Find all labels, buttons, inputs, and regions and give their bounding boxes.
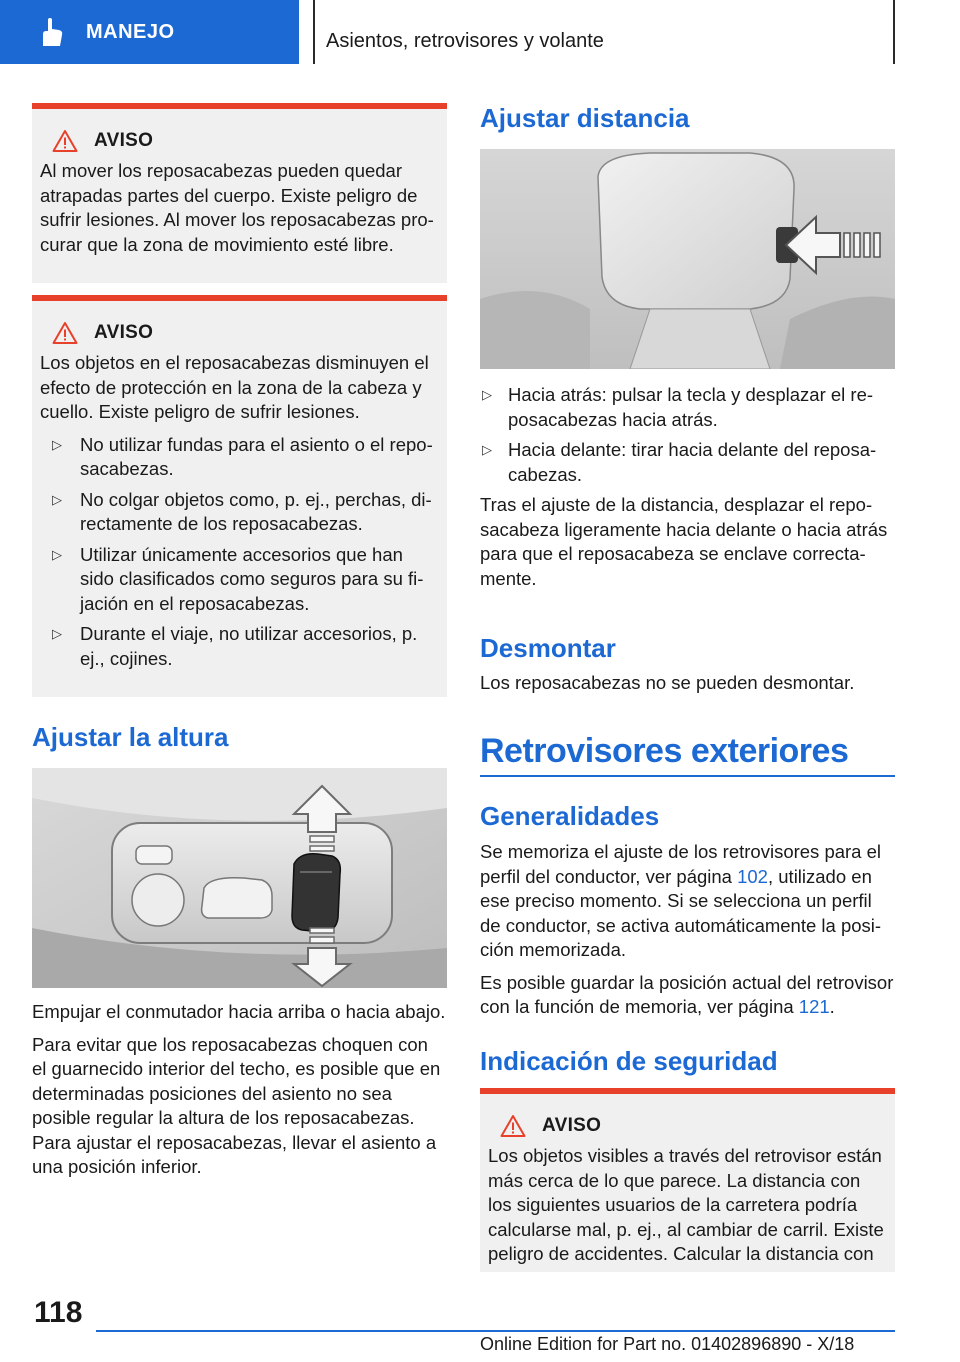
header-divider <box>893 0 895 64</box>
bullet-triangle-icon: ▷ <box>482 442 492 457</box>
heading-distance: Ajustar distancia <box>480 103 690 133</box>
list-item: ▷ Hacia atrás: pulsar la tecla y desplazar el reposacabezas hacia atrás. <box>482 384 874 430</box>
paragraph: Se memoriza el ajuste de los retrovisores para el perfil del conductor, ver página 102, utilizado en ese preciso momento. Si se selecciona un perfil de conductor, se activa automáticamente la posición memorizada. <box>480 841 882 960</box>
warning-icon <box>52 321 78 345</box>
warning-box <box>480 1088 895 1272</box>
headrest-illustration <box>480 149 895 369</box>
list-item: ▷ No colgar objetos como, p. ej., perchas, directamente de los reposacabezas. <box>52 488 432 534</box>
paragraph: Es posible guardar la posición actual del retrovisor con la función de memoria, ver página 121. <box>480 971 894 1017</box>
page-number: 118 <box>34 1296 83 1329</box>
hand-icon <box>34 16 68 50</box>
heading-height: Ajustar la altura <box>32 722 229 752</box>
warning-label: AVISO <box>94 130 154 151</box>
section-label: MANEJO <box>86 21 175 43</box>
bullet-triangle-icon: ▷ <box>52 491 62 507</box>
bullet-triangle-icon: ▷ <box>482 387 492 402</box>
page-link-102[interactable]: 102 <box>737 865 768 887</box>
distance-text <box>480 383 895 599</box>
list-item: ▷ Hacia delante: tirar hacia delante del reposacabezas. <box>482 439 877 485</box>
paragraph: Tras el ajuste de la distancia, desplazar el reposacabeza ligeramente hacia delante o hacia atrás para que el reposacabeza se enclave correctamente. <box>480 494 888 589</box>
heading-safety: Indicación de seguridad <box>480 1046 778 1076</box>
footer-rule <box>96 1330 895 1332</box>
bullet-triangle-icon: ▷ <box>52 626 62 641</box>
heading-remove: Desmontar <box>480 633 616 663</box>
warning-text: Los objetos en el reposacabezas disminuyen el efecto de protección en la zona de la cabeza y cuello. Existe peligro de sufrir lesiones. <box>40 352 429 422</box>
heading-general: Generalidades <box>480 801 660 831</box>
bullet-triangle-icon: ▷ <box>52 546 62 562</box>
header-divider <box>313 0 315 64</box>
warning-icon <box>52 129 78 153</box>
warning-label: AVISO <box>94 322 154 343</box>
warning-box <box>32 295 447 697</box>
bullet-triangle-icon: ▷ <box>52 436 62 452</box>
footer-edition: Online Edition for Part no. 01402896890 - X/18 <box>480 1334 855 1354</box>
warning-text: Los objetos visibles a través del retrovisor están más cerca de lo que parece. La distancia con los siguientes usuarios de la carretera podría calcularse mal, p. ej., al cambiar de carril. Existe peligro de accidentes. Calcular la distancia con <box>488 1145 884 1264</box>
distance-list <box>480 383 895 487</box>
warning-list <box>40 433 439 672</box>
warning-box <box>32 103 447 283</box>
seat-switch-illustration <box>32 768 447 988</box>
paragraph: Para evitar que los reposacabezas choquen con el guarnecido interior del techo, es posible que en determinadas posiciones del asiento no sea posible regular la altura de los reposacabezas. Para ajustar el reposacabezas, llevar el asiento a una posición inferior. <box>32 1033 441 1177</box>
heading-rule <box>480 775 895 777</box>
paragraph: Empujar el conmutador hacia arriba o hacia abajo. <box>32 1001 446 1022</box>
warning-label: AVISO <box>542 1115 602 1136</box>
remove-text: Los reposacabezas no se pueden desmontar. <box>480 672 855 693</box>
chapter-title: Asientos, retrovisores y volante <box>326 30 604 52</box>
warning-text: Al mover los reposacabezas pueden quedar atrapadas partes del cuerpo. Existe peligro de sufrir lesiones. Al mover los reposacabezas procurar que la zona de movimiento esté libre. <box>40 160 434 255</box>
page-link-121[interactable]: 121 <box>798 996 830 1017</box>
warning-icon <box>500 1114 526 1138</box>
list-item: ▷ Utilizar únicamente accesorios que han sido clasificados como seguros para su fijación en el reposacabezas. <box>52 543 424 614</box>
mirrors-text <box>480 840 895 1028</box>
list-item: ▷ Durante el viaje, no utilizar accesorios, p. ej., cojines. <box>52 623 418 669</box>
section-tab <box>0 0 299 64</box>
heading-mirrors: Retrovisores exteriores <box>480 732 849 770</box>
list-item: ▷ No utilizar fundas para el asiento o el reposacabezas. <box>52 433 433 479</box>
height-text <box>32 1000 447 1188</box>
